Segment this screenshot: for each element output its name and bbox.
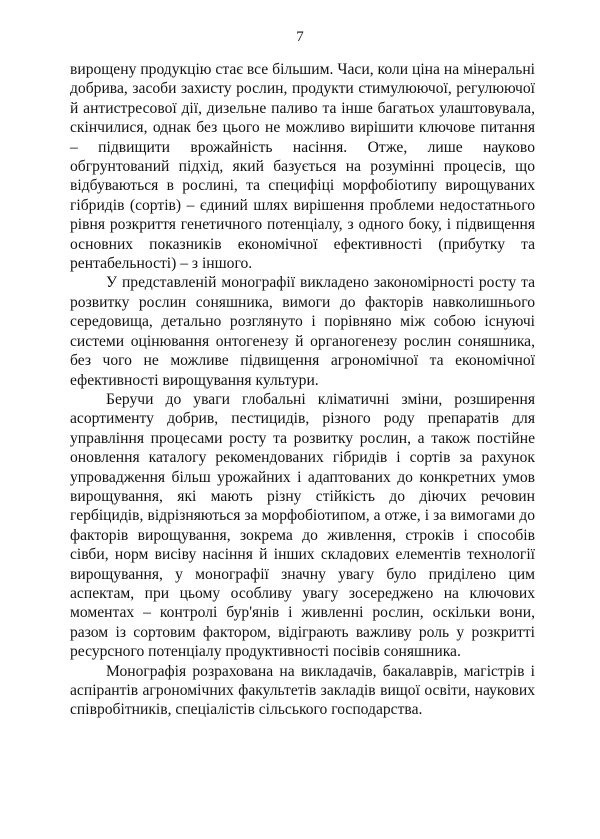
paragraph-1: вирощену продукцію стає все більшим. Часи, коли ціна на мінеральні добрива, засоби захисту рослин, продукти стимулюючої, регулюючої й антистресової дії, дизельне паливо та інше багатьох улаштовувала, скінчилися, однак без цього не можливо вирішити ключове питання – підвищити врожайність насіння. Отже, лише науково обгрунтований підхід, який базується на розумінні процесів, що відбуваються в рослині, та специфіці морфобіотипу вирощуваних гібридів (сортів) – єдиний шлях вирішення проблеми недостатнього рівня розкриття генетичного потенціалу, з одного боку, і підвищення основних показників економічної ефективності (прибутку та рентабельності) – з іншого. [70, 61, 535, 273]
paragraph-2: У представленій монографії викладено закономірності росту та розвитку рослин соняшника, вимоги до факторів навколишнього середовища, детально розглянуто і порівняно між собою існуючі системи оцінювання онтогенезу й органогенезу рослин соняшника, без чого не можливе підвищення агрономічної та економічної ефективності вирощування культури. [70, 274, 535, 389]
paragraph-3: Беручи до уваги глобальні кліматичні зміни, розширення асортименту добрив, пестицидів, різного роду препаратів для управління процесами росту та розвитку рослин, а також постійне оновлення каталогу рекомендованих гібридів і сортів за рахунок упровадження більш урожайних і адаптованих до конкретних умов вирощування, які мають різну стійкість до діючих речовин гербіцидів, відрізняються за морфобіотипом, а отже, і за вимогами до факторів вирощування, зокрема до живлення, строків і способів сівби, норм висіву насіння й інших складових елементів технології вирощування, у монографії значну увагу було приділено цим аспектам, при цьому особливу увагу зосереджено на ключових моментах – контролі бур'янів і живленні рослин, оскільки вони, разом із сортовим фактором, відіграють важливу роль у розкритті ресурсного потенціалу продуктивності посівів соняшника. [70, 390, 535, 661]
paragraph-4: Монографія розрахована на викладачів, бакалаврів, магістрів і аспірантів агрономічних факультетів закладів вищої освіти, наукових співробітників, спеціалістів сільського господарства. [70, 662, 535, 719]
page-number: 7 [296, 29, 304, 45]
body-text [70, 60, 535, 720]
